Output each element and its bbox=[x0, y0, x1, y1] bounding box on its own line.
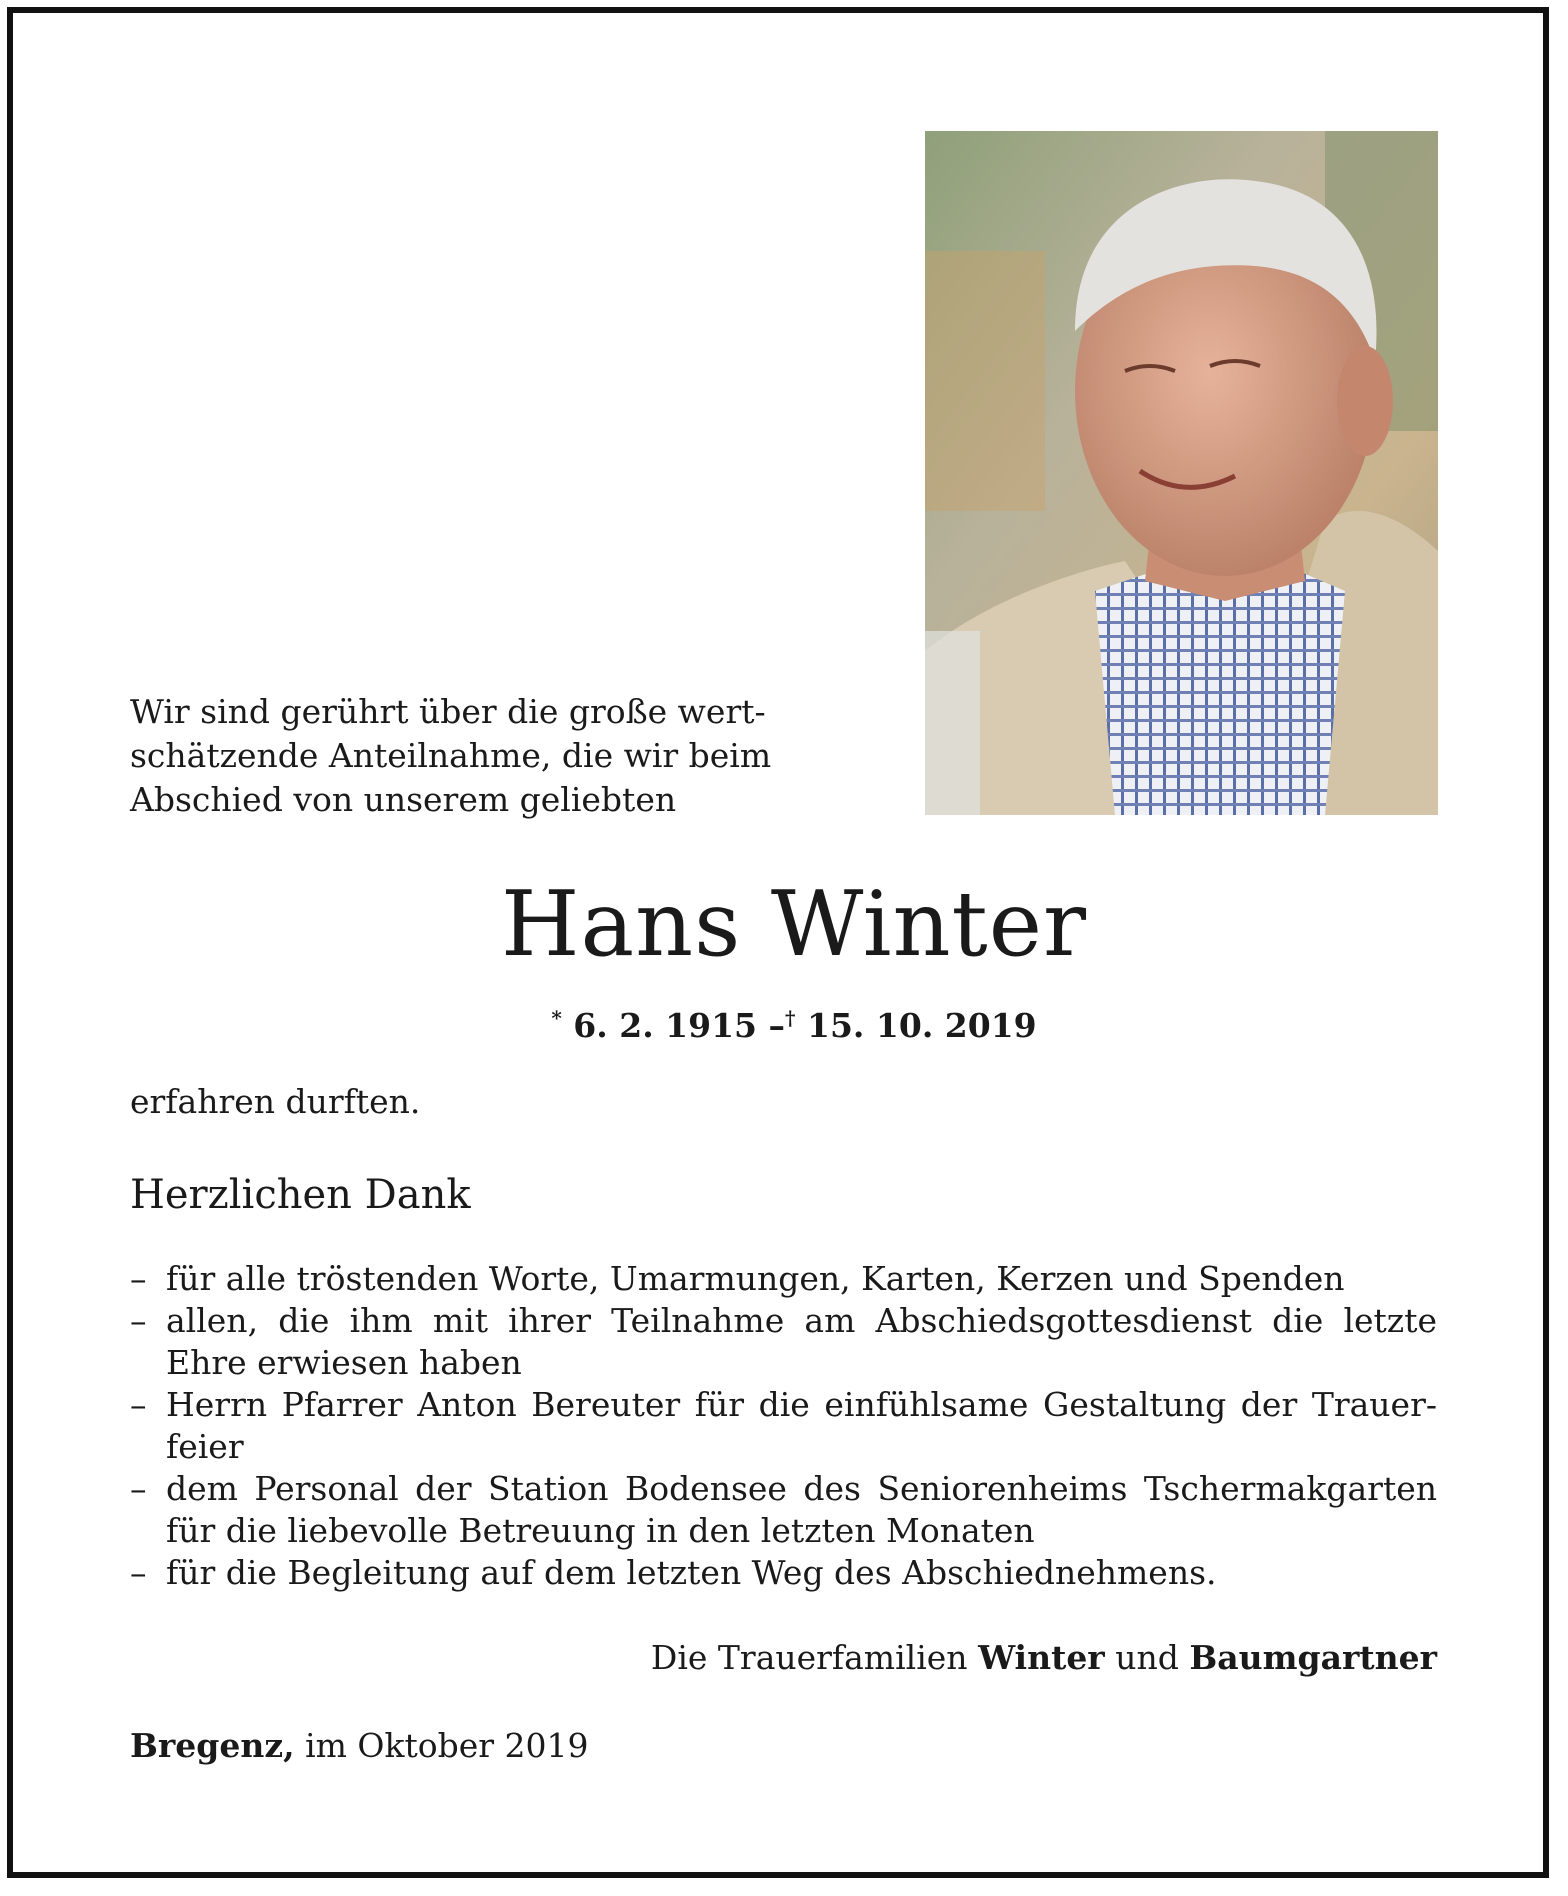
signature-conjunction: und bbox=[1115, 1638, 1179, 1677]
signature bbox=[651, 1636, 1437, 1680]
portrait-photo bbox=[925, 131, 1438, 815]
birth-date: 6. 2. 1915 bbox=[573, 1006, 758, 1045]
birth-symbol: * bbox=[551, 1006, 562, 1030]
death-date: 15. 10. 2019 bbox=[807, 1006, 1037, 1045]
place-date-text: im Oktober 2019 bbox=[305, 1726, 589, 1765]
thanks-list bbox=[130, 1258, 1437, 1594]
list-item: – dem Personal der Station Bodensee des Seniorenheims Tschermakgarten für die liebevolle Betreuung in den letzten Monaten bbox=[130, 1468, 1437, 1552]
place-city: Bregenz, bbox=[130, 1726, 295, 1765]
list-item: – allen, die ihm mit ihrer Teilnahme am Abschiedsgottesdienst die letzte Ehre erwiesen haben bbox=[130, 1300, 1437, 1384]
intro-line: schätzende Anteilnahme, die wir beim bbox=[130, 736, 772, 775]
intro-paragraph bbox=[130, 690, 810, 822]
intro-line: Abschied von unserem geliebten bbox=[130, 780, 677, 819]
list-item: – Herrn Pfarrer Anton Bereuter für die einfühlsame Gestaltung der Trauer-feier bbox=[130, 1384, 1437, 1468]
death-symbol: † bbox=[785, 1006, 796, 1030]
date-separator: – bbox=[768, 1006, 786, 1045]
family-name-2: Baumgartner bbox=[1189, 1638, 1437, 1677]
deceased-name: Hans Winter bbox=[500, 872, 1088, 977]
list-item: – für die Begleitung auf dem letzten Weg des Abschiednehmens. bbox=[130, 1552, 1437, 1594]
life-dates bbox=[0, 996, 1568, 1048]
place-date bbox=[130, 1724, 589, 1768]
signature-prefix: Die Trauerfamilien bbox=[650, 1638, 968, 1677]
thanks-heading: Herzlichen Dank bbox=[130, 1172, 471, 1218]
family-name-1: Winter bbox=[978, 1638, 1105, 1677]
list-item: – für alle tröstenden Worte, Umarmungen, Karten, Kerzen und Spenden bbox=[130, 1258, 1437, 1300]
intro-line: Wir sind gerührt über die große wert- bbox=[130, 692, 766, 731]
closing-line: erfahren durften. bbox=[130, 1082, 421, 1121]
